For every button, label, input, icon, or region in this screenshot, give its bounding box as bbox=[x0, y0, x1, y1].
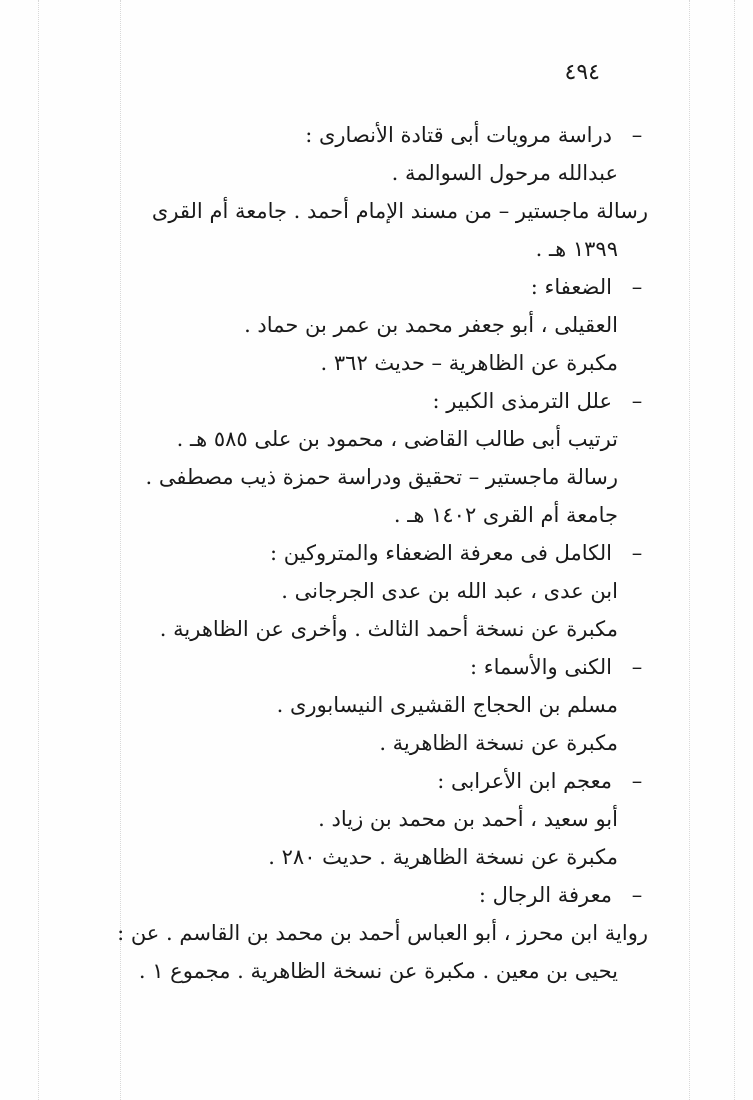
entry-detail-line: رسالة ماجستير – تحقيق ودراسة حمزة ذيب مصطفى . bbox=[145, 465, 618, 489]
entry-title bbox=[70, 534, 648, 572]
entry-detail-line: رواية ابن محرز ، أبو العباس أحمد بن محمد بن القاسم . عن : bbox=[117, 921, 648, 945]
page-number: ٤٩٤ bbox=[564, 60, 600, 85]
entry-dash-marker: – bbox=[631, 655, 643, 679]
entry-title-text: معجم ابن الأعرابى : bbox=[437, 769, 612, 793]
entry-title-text: علل الترمذى الكبير : bbox=[432, 389, 612, 413]
entry-detail-line: ترتيب أبى طالب القاضى ، محمود بن على ٥٨٥ هـ . bbox=[176, 427, 618, 451]
entry-detail-line: مكبرة عن نسخة أحمد الثالث . وأخرى عن الظاهرية . bbox=[159, 617, 618, 641]
entry-detail-line: ١٣٩٩ هـ . bbox=[535, 237, 618, 261]
entry-detail-line: ابن عدى ، عبد الله بن عدى الجرجانى . bbox=[281, 579, 618, 603]
entry-detail-line: عبدالله مرحول السوالمة . bbox=[391, 161, 618, 185]
bibliography-entry bbox=[70, 762, 648, 876]
entry-detail-line: يحيى بن معين . مكبرة عن نسخة الظاهرية . مجموع ١ . bbox=[138, 959, 618, 983]
entry-dash-marker: – bbox=[631, 275, 643, 299]
bibliography-list bbox=[70, 116, 648, 990]
entry-detail-line: مكبرة عن الظاهرية – حديث ٣٦٢ . bbox=[320, 351, 618, 375]
bibliography-entry bbox=[70, 268, 648, 382]
bibliography-entry bbox=[70, 876, 648, 990]
scan-artifact-line bbox=[38, 0, 40, 1100]
bibliography-entry bbox=[70, 382, 648, 534]
entry-detail-line: مكبرة عن نسخة الظاهرية . bbox=[379, 731, 618, 755]
entry-dash-marker: – bbox=[631, 389, 643, 413]
bibliography-entry bbox=[70, 534, 648, 648]
scan-artifact-line bbox=[689, 0, 691, 1100]
entry-dash-marker: – bbox=[631, 769, 643, 793]
entry-detail-line: رسالة ماجستير – من مسند الإمام أحمد . جامعة أم القرى bbox=[151, 199, 648, 223]
bibliography-entry bbox=[70, 648, 648, 762]
entry-dash-marker: – bbox=[631, 883, 643, 907]
entry-title-text: الكنى والأسماء : bbox=[469, 655, 612, 679]
scan-artifact-line bbox=[734, 0, 736, 1100]
entry-title-text: دراسة مرويات أبى قتادة الأنصارى : bbox=[305, 123, 612, 147]
entry-dash-marker: – bbox=[631, 123, 643, 147]
entry-detail-line: العقيلى ، أبو جعفر محمد بن عمر بن حماد . bbox=[244, 313, 618, 337]
entry-detail-line: جامعة أم القرى ١٤٠٢ هـ . bbox=[393, 503, 618, 527]
entry-title-text: الكامل فى معرفة الضعفاء والمتروكين : bbox=[269, 541, 612, 565]
entry-title bbox=[70, 876, 648, 914]
bibliography-entry bbox=[70, 116, 648, 268]
entry-detail-line: أبو سعيد ، أحمد بن محمد بن زياد . bbox=[318, 807, 618, 831]
entry-detail-line: مسلم بن الحجاج القشيرى النيسابورى . bbox=[276, 693, 618, 717]
entry-title bbox=[70, 116, 648, 154]
entry-detail-line: مكبرة عن نسخة الظاهرية . حديث ٢٨٠ . bbox=[268, 845, 618, 869]
entry-title-text: معرفة الرجال : bbox=[478, 883, 612, 907]
entry-title bbox=[70, 762, 648, 800]
entry-title bbox=[70, 268, 648, 306]
entry-title-text: الضعفاء : bbox=[530, 275, 612, 299]
entry-title bbox=[70, 382, 648, 420]
entry-dash-marker: – bbox=[631, 541, 643, 565]
entry-title bbox=[70, 648, 648, 686]
